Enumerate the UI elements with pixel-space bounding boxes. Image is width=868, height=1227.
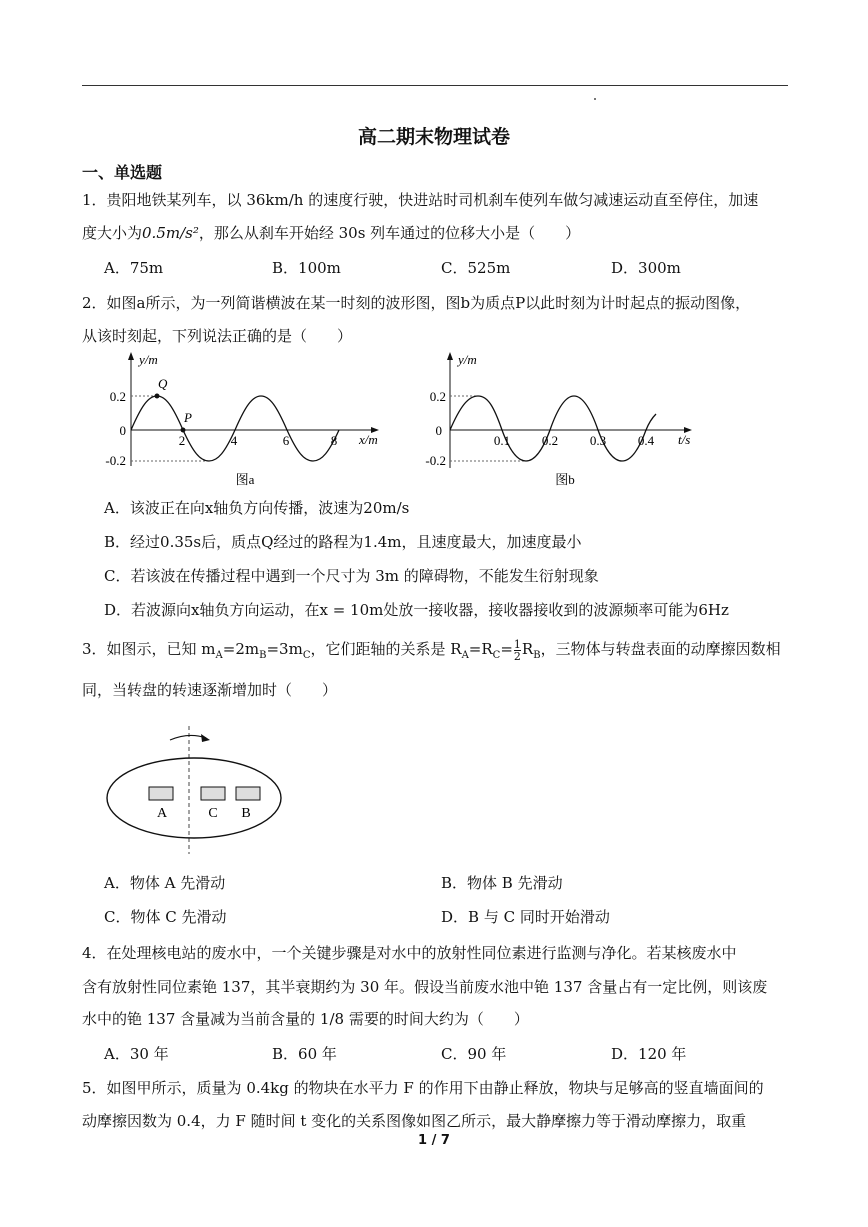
q4-option-a[interactable]: A．30 年: [104, 1045, 169, 1063]
q3-option-a[interactable]: A．物体 A 先滑动: [104, 874, 226, 892]
label-a: A: [156, 806, 168, 821]
fig-b-ytick: 0.2: [429, 389, 446, 404]
q3-option-c[interactable]: C．物体 C 先滑动: [104, 908, 227, 926]
fig-a-ytick: -0.2: [105, 453, 126, 468]
q3-option-d[interactable]: D．B 与 C 同时开始滑动: [441, 908, 610, 926]
q2-option-c[interactable]: C．若该波在传播过程中遇到一个尺寸为 3m 的障碍物，不能发生衍射现象: [104, 567, 599, 585]
speck: [594, 98, 596, 100]
fig-b-ylabel: y/m: [458, 352, 477, 367]
q2-figure-a: [95, 348, 395, 490]
fraction-one-half: $\frac{1}{2}$: [513, 637, 521, 663]
q2-figure-b: [410, 348, 710, 490]
q4-option-b[interactable]: B．60 年: [272, 1045, 337, 1063]
point-p: [181, 428, 186, 433]
wave-b-curve: [450, 396, 656, 461]
q2-line-1: 2．如图a所示，为一列简谐横波在某一时刻的波形图，图b为质点P以此时刻为计时起点的振动图像，: [82, 294, 751, 312]
q3-line-2: 同，当转盘的转速逐渐增加时（ ）: [82, 681, 338, 699]
fig-a-xtick: 8: [330, 433, 338, 448]
q1-option-b[interactable]: B．100m: [272, 259, 341, 277]
fig-b-xtick: 0.4: [637, 433, 655, 448]
page-number: 1 / 7: [418, 1133, 450, 1148]
fig-a-label-q: Q: [158, 376, 168, 391]
fig-a-xtick: 2: [178, 433, 186, 448]
q4-line-3: 水中的铯 137 含量减为当前含量的 1/8 需要的时间大约为（ ）: [82, 1010, 529, 1028]
header-rule: [82, 85, 788, 86]
fig-b-ytick: -0.2: [425, 453, 446, 468]
q4-line-2: 含有放射性同位素铯 137，其半衰期约为 30 年。假设当前废水池中铯 137 含量占有一定比例，则该废: [82, 978, 768, 996]
q1-line-2: 度大小为0.5m/s²，那么从刹车开始经 30s 列车通过的位移大小是（ ）: [82, 224, 581, 242]
q4-line-1: 4．在处理核电站的废水中，一个关键步骤是对水中的放射性同位素进行监测与净化。若某核废水中: [82, 944, 737, 962]
fig-b-caption: 图b: [555, 472, 575, 487]
fig-a-ytick: 0: [119, 423, 126, 438]
fig-b-xtick: 0.2: [541, 433, 559, 448]
fig-b-xtick: 0.1: [493, 433, 511, 448]
fig-a-xtick: 6: [282, 433, 290, 448]
fig-a-caption: 图a: [235, 472, 255, 487]
section-heading: 一、单选题: [82, 163, 163, 182]
fig-a-ytick: 0.2: [109, 389, 126, 404]
label-c: C: [208, 806, 218, 821]
q1-line-1: 1．贵阳地铁某列车，以 36km/h 的速度行驶，快进站时司机刹车使列车做匀减速运动直至停住，加速: [82, 191, 759, 209]
fig-b-xlabel: t/s: [678, 432, 691, 447]
wave-a-curve: [131, 396, 339, 461]
q2-option-b[interactable]: B．经过0.35s后，质点Q经过的路程为1.4m，且速度最大，加速度最小: [104, 533, 582, 551]
q1-option-c[interactable]: C．525m: [441, 259, 511, 277]
label-b: B: [241, 806, 251, 821]
fig-a-ylabel: y/m: [139, 352, 158, 367]
fig-a-xtick: 4: [230, 433, 238, 448]
q2-option-d[interactable]: D．若波源向x轴负方向运动，在x = 10m处放一接收器，接收器接收到的波源频率可能为6Hz: [104, 601, 729, 619]
q3-line-1: 3．如图示，已知 $m_A=2m_B=3m_C$，它们距轴的关系是 $R_A=R_C=$ $\frac{1}{2}$ $R_B$，三物体与转盘表面的动摩擦因数相: [82, 637, 781, 663]
point-q: [155, 394, 160, 399]
q5-line-2: 动摩擦因数为 0.4，力 F 随时间 t 变化的关系图像如图乙所示，最大静摩擦力等于滑动摩擦力，取重: [82, 1112, 747, 1130]
q1-option-d[interactable]: D．300m: [611, 259, 681, 277]
q1-option-a[interactable]: A．75m: [104, 259, 164, 277]
q4-option-d[interactable]: D．120 年: [611, 1045, 687, 1063]
q4-option-c[interactable]: C．90 年: [441, 1045, 507, 1063]
q3-option-b[interactable]: B．物体 B 先滑动: [441, 874, 563, 892]
page-title: 高二期末物理试卷: [357, 126, 510, 148]
fig-a-xlabel: x/m: [359, 432, 378, 447]
q2-line-2: 从该时刻起，下列说法正确的是（ ）: [82, 327, 353, 345]
block-a: [149, 787, 173, 800]
q5-line-1: 5．如图甲所示，质量为 0.4kg 的物块在水平力 F 的作用下由静止释放，物块与足够高的竖直墙面间的: [82, 1079, 764, 1097]
fig-b-xtick: 0.3: [589, 433, 607, 448]
rotation-arrow-icon: [170, 735, 206, 740]
fig-b-ytick: 0: [435, 423, 442, 438]
block-b: [236, 787, 260, 800]
q2-option-a[interactable]: A．该波正在向x轴负方向传播，波速为20m/s: [104, 499, 410, 517]
fig-a-label-p: P: [184, 410, 192, 425]
block-c: [201, 787, 225, 800]
q3-turntable-figure: [100, 720, 300, 860]
